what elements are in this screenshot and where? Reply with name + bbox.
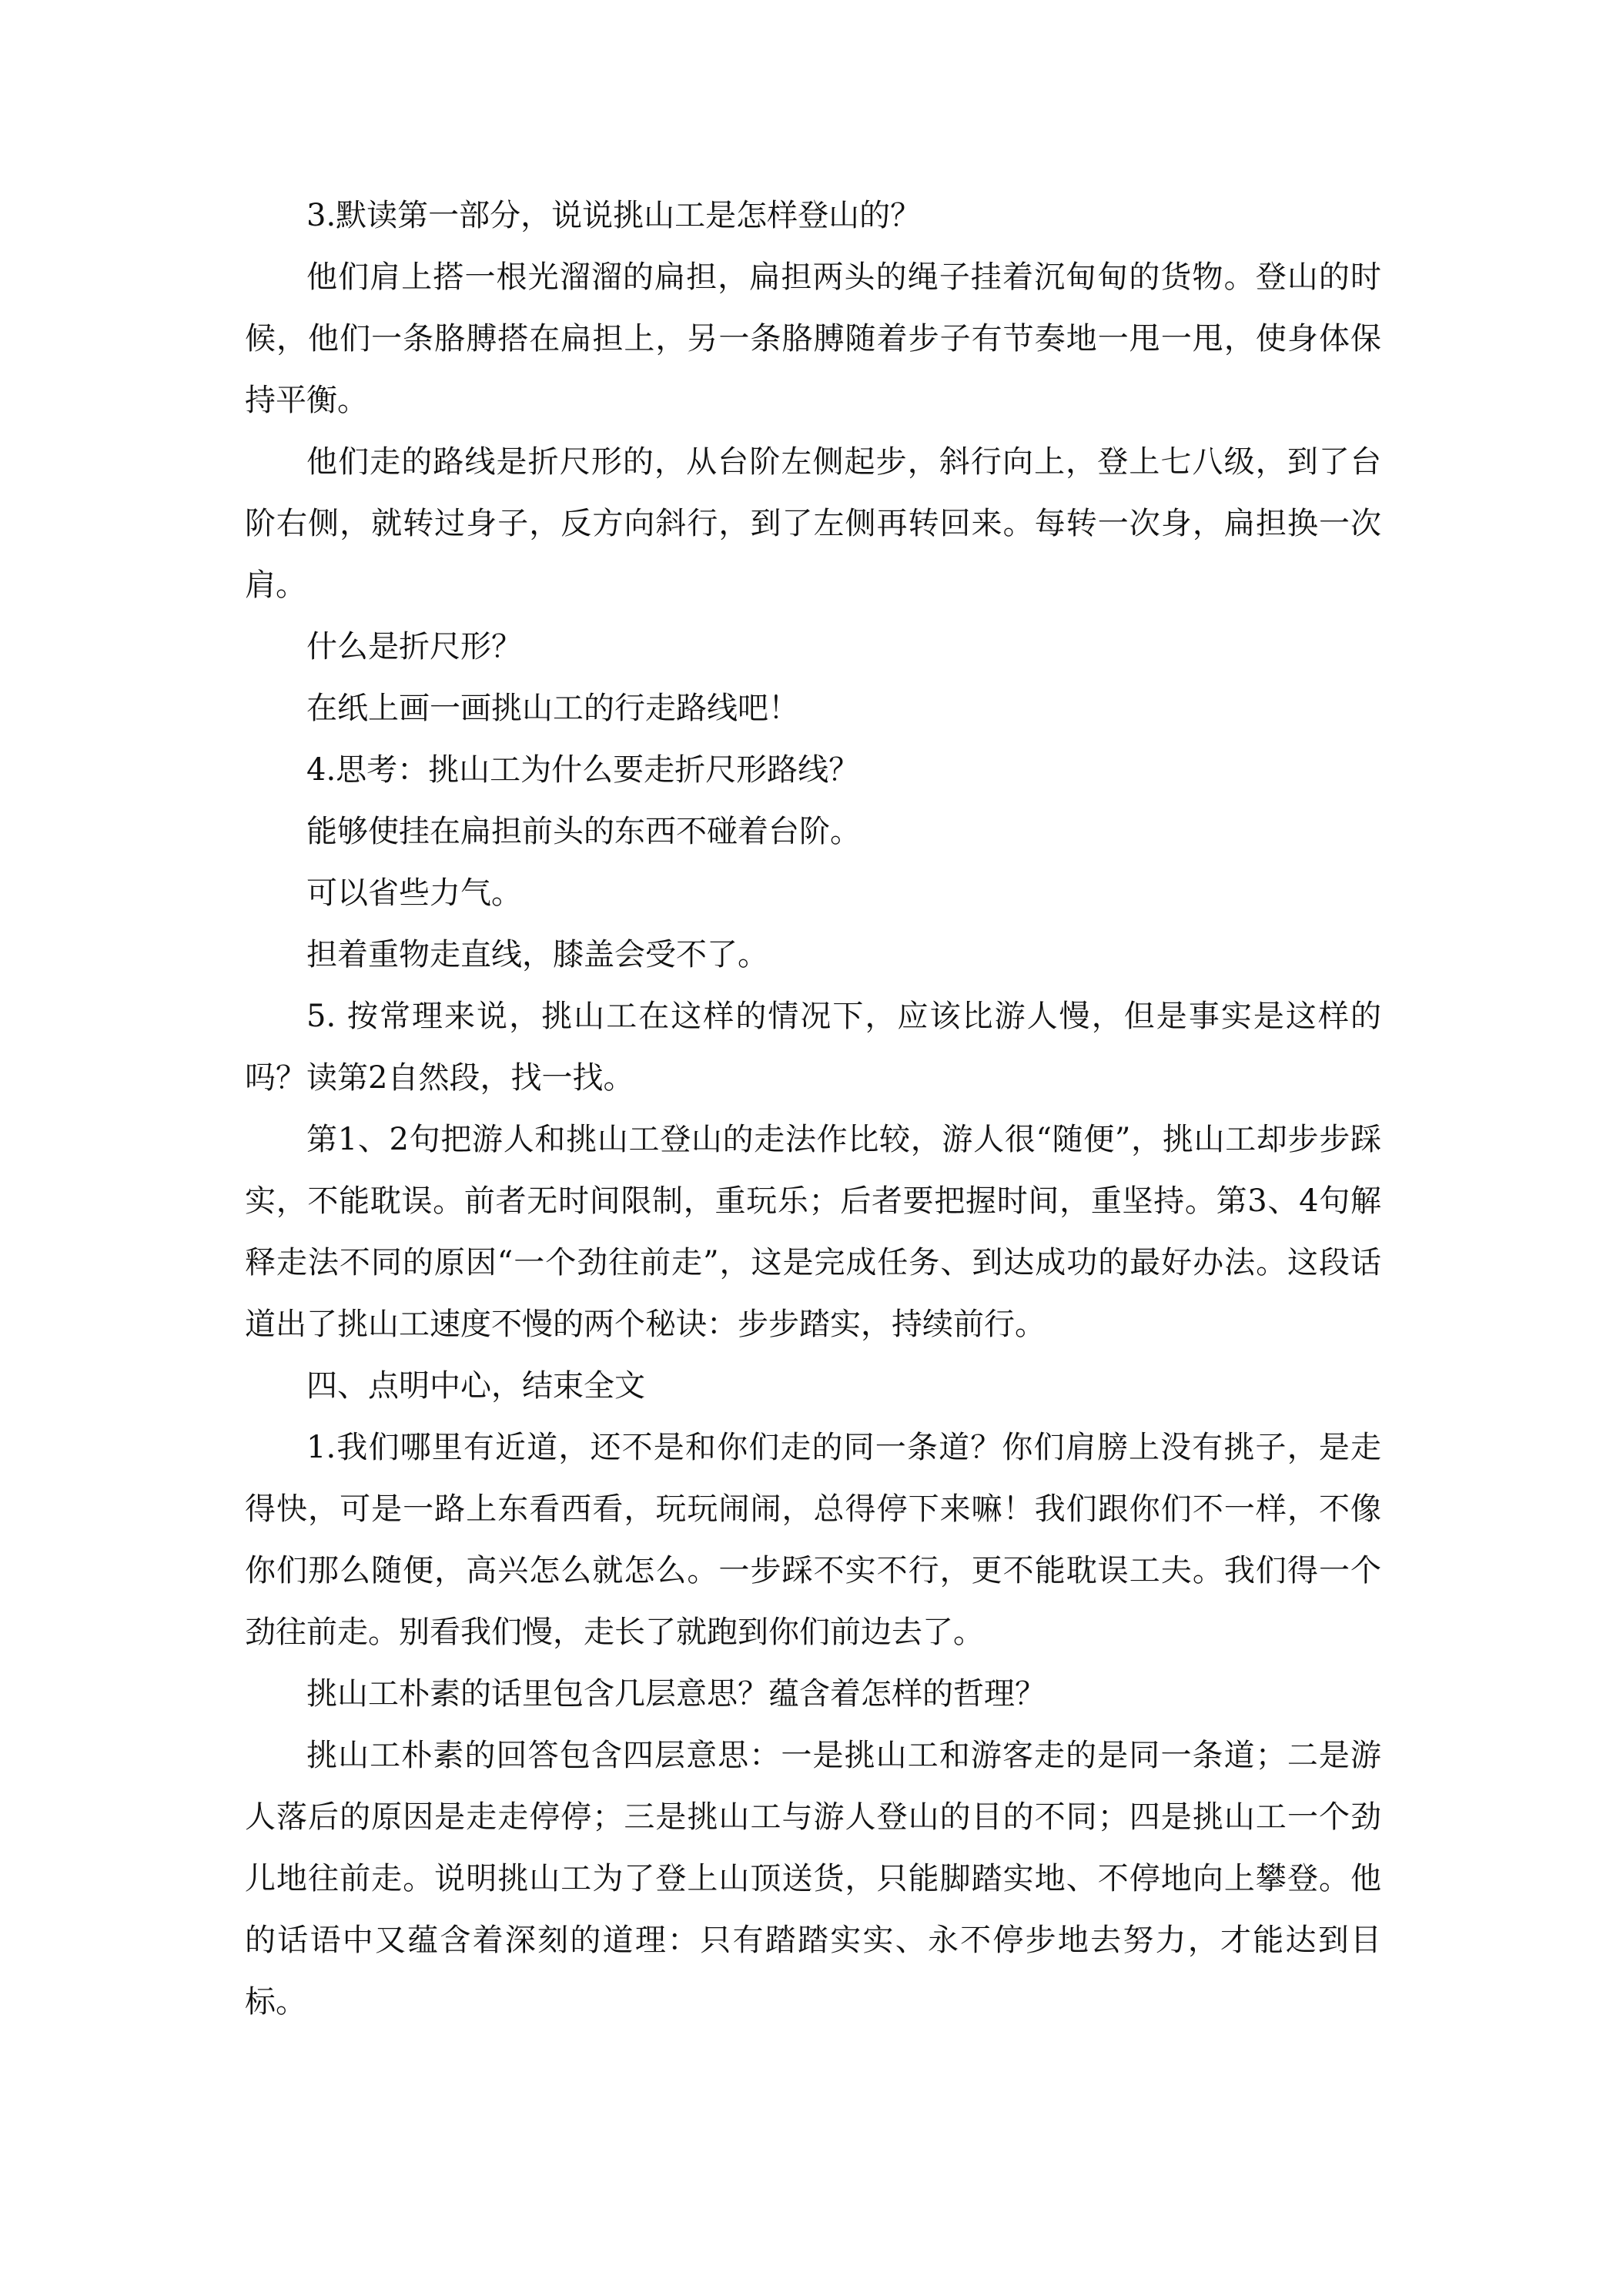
quote-porter: 1.我们哪里有近道，还不是和你们走的同一条道？你们肩膀上没有挑子，是走得快，可是一路上东看西看，玩玩闹闹，总得停下来嘛！我们跟你们不一样，不像你们那么随便，高兴怎么就怎么。一步踩不实不行，更不能耽误工夫。我们得一个劲往前走。别看我们慢，走长了就跑到你们前边去了。 <box>245 1430 1381 1650</box>
instruction-draw-route: 在纸上画一画挑山工的行走路线吧！ <box>306 691 799 726</box>
section-heading-4: 四、点明中心，结束全文 <box>306 1368 645 1404</box>
answer-no-bump: 能够使挂在扁担前头的东西不碰着台阶。 <box>306 814 861 849</box>
question-3: 3.默读第一部分，说说挑山工是怎样登山的？ <box>306 198 922 233</box>
paragraph-zigzag-route: 他们走的路线是折尺形的，从台阶左侧起步，斜行向上，登上七八级，到了台阶右侧，就转过身子，反方向斜行，到了左侧再转回来。每转一次身，扁担换一次肩。 <box>245 444 1381 603</box>
document-page <box>245 185 1381 2033</box>
answer-knees: 担着重物走直线，膝盖会受不了。 <box>306 937 768 972</box>
question-4: 4.思考：挑山工为什么要走折尺形路线？ <box>306 752 860 788</box>
question-what-is-zigzag: 什么是折尺形？ <box>306 629 522 664</box>
paragraph-shoulder-pole: 他们肩上搭一根光溜溜的扁担，扁担两头的绳子挂着沉甸甸的货物。登山的时候，他们一条胳膊搭在扁担上，另一条胳膊随着步子有节奏地一甩一甩，使身体保持平衡。 <box>245 259 1381 418</box>
paragraph-conclusion: 挑山工朴素的回答包含四层意思：一是挑山工和游客走的是同一条道；二是游人落后的原因是走走停停；三是挑山工与游人登山的目的不同；四是挑山工一个劲儿地往前走。说明挑山工为了登上山顶送货，只能脚踏实地、不停地向上攀登。他的话语中又蕴含着深刻的道理：只有踏踏实实、永不停步地去努力，才能达到目标。 <box>245 1738 1381 2020</box>
question-5: 5. 按常理来说，挑山工在这样的情况下，应该比游人慢，但是事实是这样的吗？读第2自然段，找一找。 <box>245 999 1381 1096</box>
answer-save-effort: 可以省些力气。 <box>306 875 522 911</box>
paragraph-comparison: 第1、2句把游人和挑山工登山的走法作比较，游人很“随便”，挑山工却步步踩实，不能耽误。前者无时间限制，重玩乐；后者要把握时间，重坚持。第3、4句解释走法不同的原因“一个劲往前走”，这是完成任务、到达成功的最好办法。这段话道出了挑山工速度不慢的两个秘诀：步步踏实，持续前行。 <box>245 1122 1381 1342</box>
question-meaning: 挑山工朴素的话里包含几层意思？蕴含着怎样的哲理？ <box>306 1676 1046 1712</box>
